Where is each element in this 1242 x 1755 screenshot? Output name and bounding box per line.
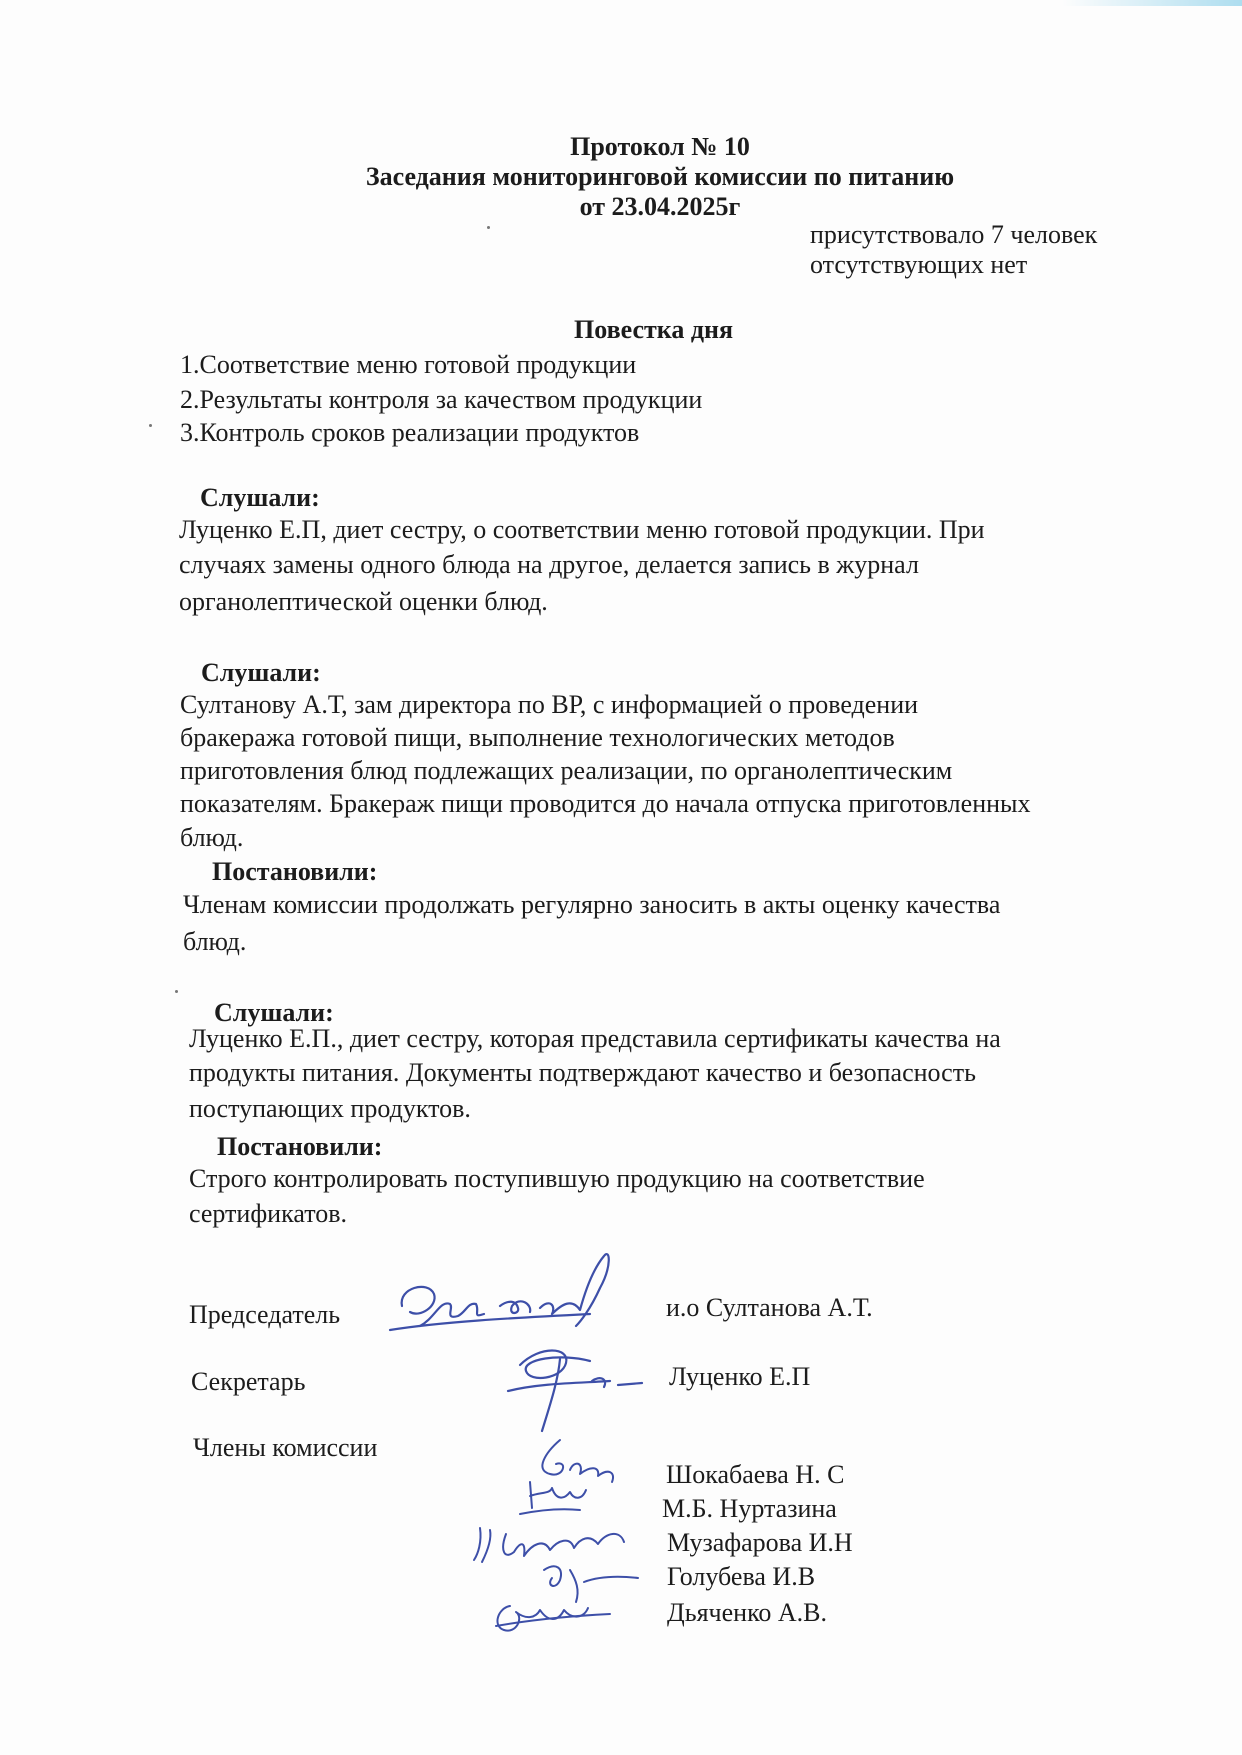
section-heading: Слушали: <box>201 658 321 687</box>
chair-name: и.о Султанова А.Т. <box>666 1293 873 1322</box>
section-line: сертификатов. <box>189 1199 347 1228</box>
secretary-name: Луценко Е.П <box>669 1362 811 1391</box>
section-line: блюд. <box>180 823 244 852</box>
section-line: Луценко Е.П., диет сестру, которая представила сертификаты качества на <box>189 1024 1001 1053</box>
section-line: Строго контролировать поступившую продукцию на соответствие <box>189 1164 925 1193</box>
scan-speck <box>175 990 178 993</box>
member-name: Шокабаева Н. С <box>666 1460 845 1489</box>
section-line: приготовления блюд подлежащих реализации, по органолептическим <box>180 756 953 785</box>
section-heading: Слушали: <box>200 483 320 512</box>
section-line: органолептической оценки блюд. <box>179 587 548 616</box>
section-line: случаях замены одного блюда на другое, делается запись в журнал <box>179 550 919 579</box>
scan-edge-mark <box>1062 0 1242 6</box>
secretary-signature <box>500 1335 650 1435</box>
document-subtitle: Заседания мониторинговой комиссии по питанию <box>365 162 955 191</box>
attendance-present: присутствовало 7 человек <box>810 220 1098 249</box>
members-signatures <box>460 1430 670 1650</box>
agenda-item: 1.Соответствие меню готовой продукции <box>180 350 637 379</box>
attendance-absent: отсутствующих нет <box>810 250 1028 279</box>
section-heading: Слушали: <box>214 998 334 1027</box>
agenda-heading: Повестка дня <box>574 315 734 344</box>
member-name: Голубева И.В <box>667 1562 816 1591</box>
agenda-item: 3.Контроль сроков реализации продуктов <box>180 418 640 447</box>
chair-role: Председатель <box>189 1300 341 1329</box>
section-heading: Постановили: <box>212 857 378 886</box>
section-line: Луценко Е.П, диет сестру, о соответствии меню готовой продукции. При <box>179 515 985 544</box>
member-name: Музафарова И.Н <box>667 1528 853 1557</box>
section-line: показателям. Бракераж пищи проводится до начала отпуска приготовленных <box>180 789 1031 818</box>
agenda-item: 2.Результаты контроля за качеством продукции <box>180 385 703 414</box>
section-line: Султанову А.Т, зам директора по ВР, с информацией о проведении <box>180 690 919 719</box>
member-name: Дьяченко А.В. <box>667 1598 828 1627</box>
member-name: М.Б. Нуртазина <box>662 1494 837 1523</box>
document-date: от 23.04.2025г <box>579 192 741 221</box>
document-title: Протокол № 10 <box>570 132 750 161</box>
scan-speck <box>149 424 152 427</box>
section-heading: Постановили: <box>217 1132 383 1161</box>
members-role: Члены комиссии <box>193 1433 378 1462</box>
scan-speck <box>487 226 490 229</box>
chair-signature <box>380 1248 630 1348</box>
section-line: поступающих продуктов. <box>189 1094 471 1123</box>
section-line: продукты питания. Документы подтверждают качество и безопасность <box>189 1058 976 1087</box>
section-line: Членам комиссии продолжать регулярно заносить в акты оценку качества <box>183 890 1001 919</box>
secretary-role: Секретарь <box>191 1367 306 1396</box>
section-line: бракеража готовой пищи, выполнение технологических методов <box>180 723 895 752</box>
section-line: блюд. <box>183 927 247 956</box>
